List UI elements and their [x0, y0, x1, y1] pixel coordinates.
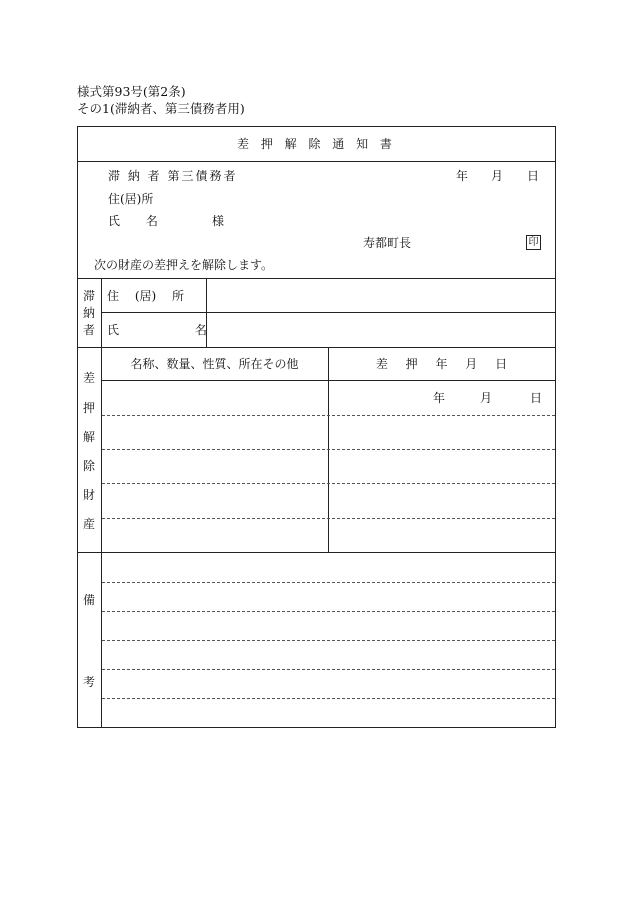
addressee-label: 滞 納 者 第三債務者 [108, 169, 238, 183]
form-number: 様式第93号(第2条) [77, 84, 186, 99]
statement: 次の財産の差押えを解除します。 [94, 258, 274, 272]
dashed-rule [102, 669, 555, 670]
dashed-rule [102, 449, 555, 450]
divider [78, 278, 555, 279]
property-label-char: 産 [82, 517, 95, 531]
delinquent-label-char: 納 [82, 306, 95, 320]
notice-form [77, 126, 556, 728]
divider [101, 312, 555, 313]
address-label: 住(居)所 [108, 192, 154, 206]
notice-date-month: 月 [491, 169, 504, 183]
property-label-char: 差 [82, 371, 95, 385]
property-label-char: 解 [82, 430, 95, 444]
row-date-day: 日 [530, 391, 543, 405]
row-date-year: 年 [433, 391, 446, 405]
delinquent-name-label: 氏 名 [107, 323, 207, 337]
delinquent-label-char: 滞 [82, 289, 95, 303]
divider [78, 161, 555, 162]
dashed-rule [102, 415, 555, 416]
remarks-label-char: 考 [82, 675, 95, 689]
dashed-rule [102, 518, 555, 519]
dashed-rule [102, 640, 555, 641]
dashed-rule [102, 582, 555, 583]
property-label-char: 財 [82, 488, 95, 502]
divider [101, 347, 102, 727]
property-label-char: 除 [82, 459, 95, 473]
honorific: 様 [212, 214, 225, 228]
form-variant: その1(滞納者、第三債務者用) [77, 101, 245, 116]
notice-date-year: 年 [456, 169, 469, 183]
property-date-header: 差 押 年 月 日 [375, 357, 508, 371]
name-label: 氏 名 [108, 214, 158, 228]
delinquent-label-char: 者 [82, 323, 95, 337]
row-date-month: 月 [480, 391, 493, 405]
dashed-rule [102, 611, 555, 612]
delinquent-address-label: 住 (居) 所 [107, 289, 184, 303]
issuer: 寿都町長 [363, 236, 412, 250]
dashed-rule [102, 698, 555, 699]
divider [78, 347, 555, 348]
seal-box: 印 [526, 235, 541, 250]
remarks-label-char: 備 [82, 593, 95, 607]
divider [101, 380, 555, 381]
divider [78, 552, 555, 553]
notice-title: 差 押 解 除 通 知 書 [237, 137, 396, 151]
property-desc-header: 名称、数量、性質、所在その他 [130, 357, 299, 371]
dashed-rule [102, 483, 555, 484]
notice-date-day: 日 [527, 169, 540, 183]
property-label-char: 押 [82, 401, 95, 415]
